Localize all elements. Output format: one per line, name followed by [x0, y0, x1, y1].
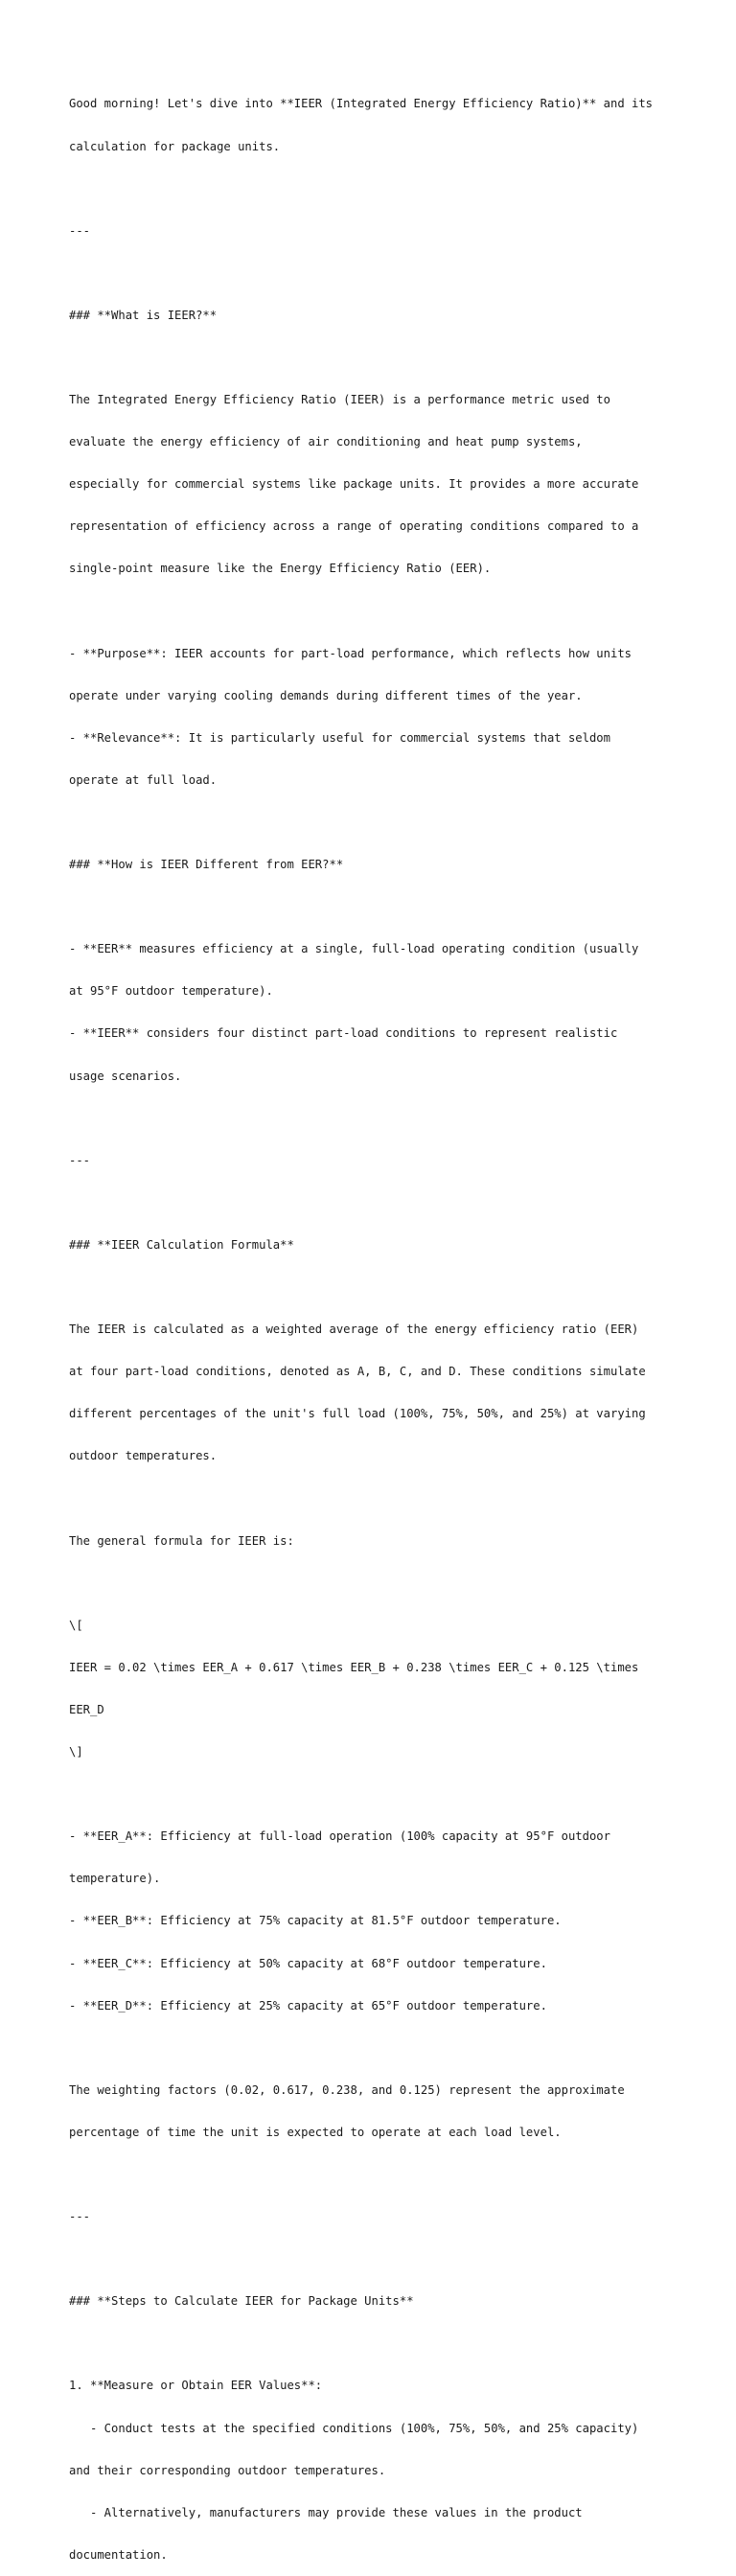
list-item: - **EER_B**: Efficiency at 75% capacity at 81.5°F outdoor temperature.: [69, 1914, 562, 1928]
text-line: representation of efficiency across a range of operating conditions compared to a: [69, 519, 639, 534]
blank-line: [69, 1196, 682, 1210]
horizontal-rule: ---: [69, 1153, 91, 1167]
blank-line: [69, 351, 682, 365]
blank-line: [69, 900, 682, 914]
list-item: - **Purpose**: IEER accounts for part-load performance, which reflects how units: [69, 646, 632, 660]
list-item: - **Relevance**: It is particularly useful for commercial systems that seldom: [69, 730, 610, 745]
blank-line: [69, 1280, 682, 1295]
list-item: - **EER_D**: Efficiency at 25% capacity at 65°F outdoor temperature.: [69, 1998, 547, 2012]
text-line: The general formula for IEER is:: [69, 1533, 294, 1548]
horizontal-rule: ---: [69, 223, 91, 238]
text-line: temperature).: [69, 1872, 161, 1886]
list-item: - **IEER** considers four distinct part-load conditions to represent realistic: [69, 1026, 618, 1041]
section-heading: ### **IEER Calculation Formula**: [69, 1237, 294, 1252]
text-line: especially for commercial systems like package units. It provides a more accurate: [69, 477, 639, 492]
text-line: at four part-load conditions, denoted as A, B, C, and D. These conditions simulate: [69, 1365, 646, 1379]
formula-delimiter: \]: [69, 1745, 83, 1760]
text-line: operate under varying cooling demands during different times of the year.: [69, 688, 583, 702]
text-line: calculation for package units.: [69, 139, 281, 153]
blank-line: [69, 1492, 682, 1506]
list-item: - **EER** measures efficiency at a single, full-load operating condition (usually: [69, 942, 639, 956]
text-line: The Integrated Energy Efficiency Ratio (IEER) is a performance metric used to: [69, 393, 610, 407]
blank-line: [69, 266, 682, 281]
blank-line: [69, 2252, 682, 2266]
blank-line: [69, 182, 682, 196]
text-line: single-point measure like the Energy Efficiency Ratio (EER).: [69, 562, 492, 576]
blank-line: [69, 2336, 682, 2351]
text-line: outdoor temperatures.: [69, 1449, 218, 1463]
text-line: different percentages of the unit's full load (100%, 75%, 50%, and 25%) at varying: [69, 1407, 646, 1421]
blank-line: [69, 2168, 682, 2182]
formula-line: EER_D: [69, 1702, 104, 1716]
text-line: Good morning! Let's dive into **IEER (Integrated Energy Efficiency Ratio)** and its: [69, 97, 654, 111]
text-line: documentation.: [69, 2547, 168, 2562]
text-line: evaluate the energy efficiency of air conditioning and heat pump systems,: [69, 435, 583, 449]
section-heading: ### **What is IEER?**: [69, 308, 218, 322]
formula-delimiter: \[: [69, 1618, 83, 1632]
text-line: The IEER is calculated as a weighted average of the energy efficiency ratio (EER): [69, 1322, 639, 1337]
formula-line: IEER = 0.02 \times EER_A + 0.617 \times EER_B + 0.238 \times EER_C + 0.125 \times: [69, 1660, 639, 1674]
blank-line: [69, 2041, 682, 2056]
blank-line: [69, 1787, 682, 1802]
section-heading: ### **How is IEER Different from EER?**: [69, 858, 344, 872]
text-line: and their corresponding outdoor temperatures.: [69, 2463, 386, 2477]
blank-line: [69, 605, 682, 619]
text-line: operate at full load.: [69, 772, 218, 787]
blank-line: [69, 1576, 682, 1591]
document-body: [69, 69, 682, 2576]
section-heading: ### **Steps to Calculate IEER for Package Units**: [69, 2294, 414, 2309]
text-line: percentage of time the unit is expected to operate at each load level.: [69, 2125, 562, 2139]
list-item: - **EER_C**: Efficiency at 50% capacity at 68°F outdoor temperature.: [69, 1956, 547, 1970]
text-line: The weighting factors (0.02, 0.617, 0.238, and 0.125) represent the approximate: [69, 2082, 625, 2097]
list-item: 1. **Measure or Obtain EER Values**:: [69, 2379, 323, 2393]
horizontal-rule: ---: [69, 2210, 91, 2224]
list-item: - Conduct tests at the specified conditions (100%, 75%, 50%, and 25% capacity): [69, 2421, 639, 2435]
list-item: - **EER_A**: Efficiency at full-load operation (100% capacity at 95°F outdoor: [69, 1829, 610, 1844]
blank-line: [69, 816, 682, 830]
text-line: at 95°F outdoor temperature).: [69, 984, 273, 999]
list-item: - Alternatively, manufacturers may provide these values in the product: [69, 2505, 583, 2519]
text-line: usage scenarios.: [69, 1069, 182, 1083]
blank-line: [69, 1112, 682, 1126]
